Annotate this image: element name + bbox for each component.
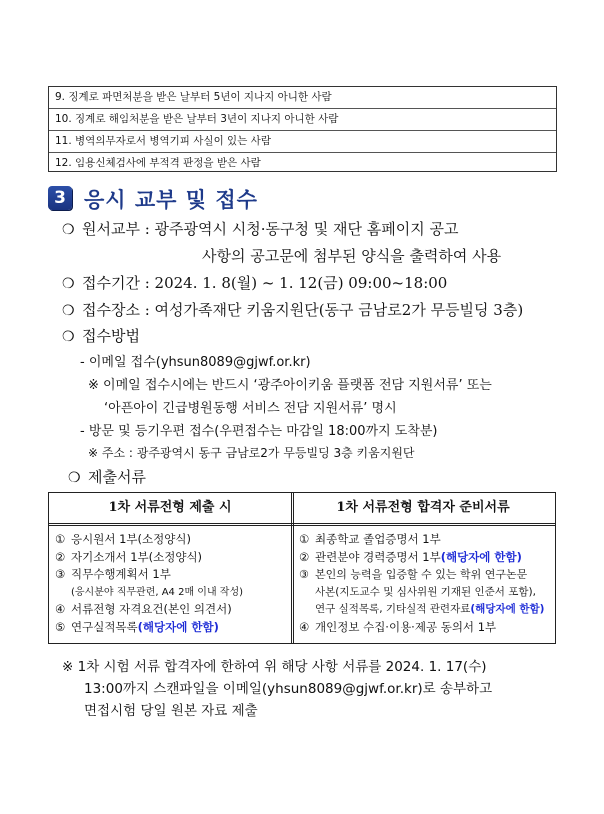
disqualification-list-box	[48, 86, 557, 172]
table-header-left: 1차 서류전형 제출 시	[108, 500, 232, 515]
section-number-badge: 3	[48, 186, 72, 210]
table-item: ⑤ 연구실적목록(해당자에 한함)	[55, 619, 219, 634]
table-header-right: 1차 서류전형 합격자 준비서류	[336, 500, 510, 515]
highlight-note: (해당자에 한함)	[470, 603, 545, 615]
form-distribution-continuation: 사항의 공고문에 첨부된 양식을 출력하여 사용	[202, 247, 502, 265]
list-item: 11. 병역의무자로서 병역기피 사실이 있는 사람	[49, 131, 556, 153]
footer-note-line3: 면접시험 당일 원본 자료 제출	[84, 703, 258, 719]
circle-bullet-icon: ❍	[62, 329, 75, 345]
period-line: ❍ 접수기간 : 2024. 1. 8(월) ~ 1. 12(금) 09:00~18:00	[62, 274, 448, 292]
table-item: ③ 직무수행계획서 1부	[55, 567, 171, 581]
address-line: ※ 주소 : 광주광역시 동구 금남로2가 무등빌딩 3층 키움지원단	[88, 446, 415, 460]
email-note-line: ※ 이메일 접수시에는 반드시 ‘광주아이키움 플랫폼 전담 지원서류’ 또는	[88, 378, 492, 393]
visit-submission-line: - 방문 및 등기우편 접수(우편접수는 마감일 18:00까지 도착분)	[80, 424, 438, 439]
circle-bullet-icon: ❍	[68, 470, 81, 486]
table-item: ② 관련분야 경력증명서 1부(해당자에 한함)	[299, 549, 522, 564]
column-divider	[291, 493, 294, 643]
table-item: ④ 서류전형 자격요건(본인 의견서)	[55, 602, 232, 616]
section-title: 응시 교부 및 접수	[84, 188, 258, 212]
footer-note-line1: ※ 1차 시험 서류 합격자에 한하여 위 해당 사항 서류를 2024. 1. 17(수)	[62, 659, 487, 675]
documents-line: ❍ 제출서류	[68, 468, 146, 486]
header-divider	[49, 523, 555, 526]
table-item: ① 응시원서 1부(소정양식)	[55, 532, 191, 546]
list-item: 10. 징계로 해임처분을 받은 날부터 3년이 지나지 아니한 사람	[49, 109, 556, 131]
list-item: 9. 징계로 파면처분을 받은 날부터 5년이 지나지 아니한 사람	[49, 87, 556, 109]
place-line: ❍ 접수장소 : 여성가족재단 키움지원단(동구 금남로2가 무등빌딩 3층)	[62, 301, 524, 319]
email-submission-line: - 이메일 접수(yhsun8089@gjwf.or.kr)	[80, 355, 311, 370]
circle-bullet-icon: ❍	[62, 222, 75, 238]
table-item-note: (응시분야 직무관련, A4 2매 이내 작성)	[71, 586, 244, 598]
left-column	[55, 531, 287, 636]
form-distribution-line: ❍ 원서교부 : 광주광역시 시청·동구청 및 재단 홈페이지 공고	[62, 220, 459, 238]
table-item-continuation: 연구 실적목록, 기타실적 관련자료(해당자에 한함)	[315, 603, 545, 615]
circle-bullet-icon: ❍	[62, 276, 75, 292]
highlight-note: (해당자에 한함)	[137, 619, 219, 634]
email-note-continuation: ‘아픈아이 긴급병원동행 서비스 전담 지원서류’ 명시	[104, 401, 397, 416]
right-column	[299, 531, 553, 636]
circle-bullet-icon: ❍	[62, 303, 75, 319]
table-item: ④ 개인정보 수집·이용·제공 동의서 1부	[299, 619, 497, 634]
documents-table	[48, 492, 556, 644]
table-item: ② 자기소개서 1부(소정양식)	[55, 549, 203, 564]
table-item: ① 최종학교 졸업증명서 1부	[299, 532, 441, 546]
method-line: ❍ 접수방법	[62, 327, 140, 345]
list-item: 12. 임용신체검사에 부적격 판정을 받은 사람	[55, 157, 261, 169]
highlight-note: (해당자에 한함)	[440, 549, 522, 564]
table-item-continuation: 사본(지도교수 및 심사위원 기재된 인준서 포함),	[315, 585, 536, 598]
footer-note-line2: 13:00까지 스캔파일을 이메일(yhsun8089@gjwf.or.kr)로 송부하고	[84, 681, 493, 697]
table-item: ③ 본인의 능력을 입증할 수 있는 학위 연구논문	[299, 568, 528, 581]
